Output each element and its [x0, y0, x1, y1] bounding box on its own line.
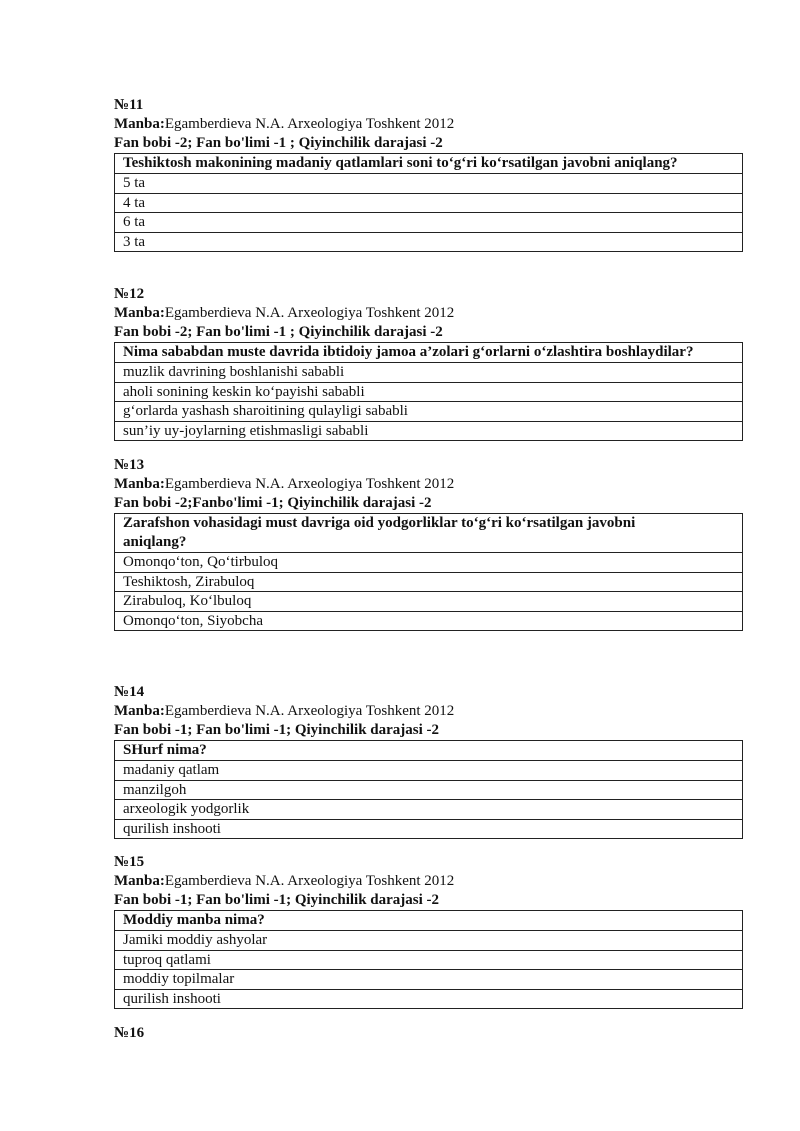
question-table: [114, 740, 743, 839]
answer-option: Omonqo‘ton, Qo‘tirbuloq: [115, 552, 742, 572]
answer-option: madaniy qatlam: [115, 760, 742, 780]
question-table: [114, 513, 743, 631]
source-line: [114, 872, 743, 891]
question-number: №11: [114, 97, 144, 113]
answer-option: 5 ta: [115, 173, 742, 193]
source-text: Egamberdieva N.A. Arxeologiya Toshkent 2012: [164, 476, 455, 492]
source-line: [114, 702, 743, 721]
question-number: №14: [114, 684, 145, 700]
question-text: Moddiy manba nima?: [123, 912, 265, 928]
question-text: Nima sababdan muste davrida ibtidoiy jamoa a’zolari g‘orlarni o‘zlashtira boshlaydilar?: [123, 344, 694, 360]
source-line: [114, 304, 743, 323]
question-block-12: [114, 285, 743, 441]
question-number: №15: [114, 854, 145, 870]
answer-option: 3 ta: [115, 232, 742, 252]
question-table: [114, 342, 743, 441]
answer-option: 6 ta: [115, 212, 742, 232]
question-number-16: №16: [114, 1025, 145, 1041]
question-number: №12: [114, 286, 145, 302]
question-table: [114, 910, 743, 1009]
source-text: Egamberdieva N.A. Arxeologiya Toshkent 2012: [164, 873, 455, 889]
answer-option: manzilgoh: [115, 780, 742, 800]
question-block-13: [114, 456, 743, 631]
source-label: Manba:: [114, 476, 165, 492]
question-text: Zarafshon vohasidagi must davriga oid yodgorliklar to‘g‘ri ko‘rsatilgan javobni aniqlang?: [123, 515, 636, 550]
answer-option: qurilish inshooti: [115, 819, 742, 839]
meta-line: Fan bobi -1; Fan bo'limi -1; Qiyinchilik darajasi -2: [114, 722, 440, 738]
answer-option: moddiy topilmalar: [115, 969, 742, 989]
answer-option: Omonqo‘ton, Siyobcha: [115, 611, 742, 631]
meta-line: Fan bobi -2; Fan bo'limi -1 ; Qiyinchilik darajasi -2: [114, 324, 443, 340]
source-label: Manba:: [114, 703, 165, 719]
question-table: [114, 153, 743, 252]
source-text: Egamberdieva N.A. Arxeologiya Toshkent 2012: [164, 116, 455, 132]
answer-option: sun’iy uy-joylarning etishmasligi sababli: [115, 421, 742, 441]
answer-option: 4 ta: [115, 193, 742, 213]
answer-option: qurilish inshooti: [115, 989, 742, 1009]
source-label: Manba:: [114, 873, 165, 889]
source-line: [114, 475, 743, 494]
source-label: Manba:: [114, 305, 165, 321]
answer-option: Jamiki moddiy ashyolar: [115, 930, 742, 950]
meta-line: Fan bobi -2; Fan bo'limi -1 ; Qiyinchilik darajasi -2: [114, 135, 443, 151]
answer-option: aholi sonining keskin ko‘payishi sababli: [115, 382, 742, 402]
meta-line: Fan bobi -1; Fan bo'limi -1; Qiyinchilik darajasi -2: [114, 892, 440, 908]
source-line: [114, 115, 743, 134]
answer-option: g‘orlarda yashash sharoitining qulayligi sababli: [115, 401, 742, 421]
answer-option: Zirabuloq, Ko‘lbuloq: [115, 591, 742, 611]
meta-line: Fan bobi -2;Fanbo'limi -1; Qiyinchilik darajasi -2: [114, 495, 432, 511]
question-block-14: [114, 683, 743, 839]
question-block-15: [114, 853, 743, 1009]
answer-option: Teshiktosh, Zirabuloq: [115, 572, 742, 592]
question-number: №13: [114, 457, 145, 473]
question-text: Teshiktosh makonining madaniy qatlamlari soni to‘g‘ri ko‘rsatilgan javobni aniqlang?: [123, 155, 678, 171]
source-text: Egamberdieva N.A. Arxeologiya Toshkent 2012: [164, 703, 455, 719]
source-label: Manba:: [114, 116, 165, 132]
answer-option: muzlik davrining boshlanishi sababli: [115, 362, 742, 382]
question-text: SHurf nima?: [123, 742, 207, 758]
answer-option: tuproq qatlami: [115, 950, 742, 970]
source-text: Egamberdieva N.A. Arxeologiya Toshkent 2012: [164, 305, 455, 321]
question-block-11: [114, 96, 743, 252]
answer-option: arxeologik yodgorlik: [115, 799, 742, 819]
